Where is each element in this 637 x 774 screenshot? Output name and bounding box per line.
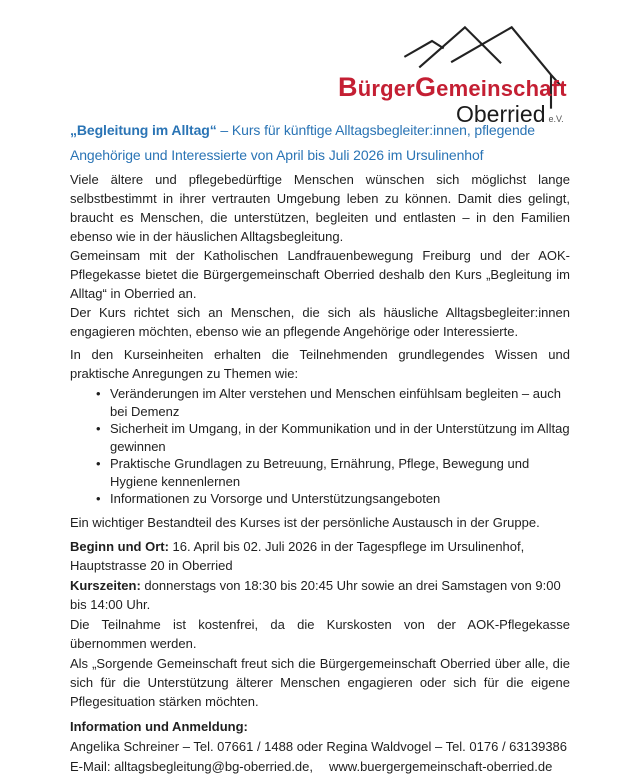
list-item: • Veränderungen im Alter verstehen und Menschen einfühlsam begleiten – auch bei Demenz — [110, 385, 570, 420]
beginn-text: 16. April bis 02. Juli 2026 in der Tagespflege im Ursulinenhof, Hauptstrasse 20 in Oberried — [70, 538, 525, 573]
contact-email: alltagsbegleitung@bg-oberried.de, — [114, 758, 314, 774]
brand-suffix: e.V. — [548, 114, 564, 124]
org-logo — [338, 22, 593, 127]
audience-paragraph: Der Kurs richtet sich an Menschen, die sich als häusliche Alltagsbegleiter:innen engagieren möchten, ebenso wie an pflegende Angehörige oder Interessierte. — [70, 305, 570, 339]
list-item: • Informationen zu Vorsorge und Unterstützungsangeboten — [110, 490, 570, 508]
intro-paragraph: Viele ältere und pflegebedürftige Menschen wünschen sich möglichst lange selbstbestimmt in ihrer vertrauten Umgebung leben zu können. Damit dies gelingt, braucht es Menschen, die unterstützen, begleiten und entlasten – in den Familien ebenso wie in der häuslichen Alltagsbegleitung. — [70, 172, 570, 244]
contact-website: www.buergergemeinschaft-oberried.de — [329, 758, 553, 774]
brand-place — [456, 101, 564, 128]
brand-part-urger: ürger — [357, 76, 415, 101]
topics-intro-paragraph: In den Kurseinheiten erhalten die Teilnehmenden grundlegendes Wissen und praktische Anregungen zu Themen wie: — [70, 347, 570, 381]
email-label: E-Mail: — [70, 758, 115, 774]
title-emphasis: „Begleitung im Alltag“ — [70, 122, 217, 138]
beginn-label: Beginn und Ort: — [70, 538, 169, 554]
kurszeiten-text: donnerstags von 18:30 bis 20:45 Uhr sowie an drei Samstagen von 9:00 bis 14:00 Uhr. — [70, 577, 561, 612]
brand-part-emeinschaft: emeinschaft — [436, 76, 567, 101]
list-item: • Praktische Grundlagen zu Betreuung, Ernährung, Pflege, Bewegung und Hygiene kennenlernen — [110, 455, 570, 490]
brand-wordmark — [338, 72, 567, 103]
kurszeiten-label: Kurszeiten: — [70, 577, 141, 593]
community-paragraph: Als „Sorgende Gemeinschaft freut sich die Bürgergemeinschaft Oberried über alle, die sich für die Unterstützung älterer Menschen engagieren oder sich für die eigene Pflegesituation stärken möchten. — [70, 655, 570, 709]
contact-persons: Angelika Schreiner – Tel. 07661 / 1488 oder Regina Waldvogel – Tel. 0176 / 63139386 — [70, 738, 568, 754]
contact-heading: Information und Anmeldung: — [70, 718, 248, 734]
contact-links — [70, 757, 570, 774]
brand-place-text: Oberried — [456, 101, 546, 127]
course-topics-list — [70, 385, 570, 508]
cost-paragraph: Die Teilnahme ist kostenfrei, da die Kurskosten von der AOK-Pflegekasse übernommen werden. — [70, 616, 570, 651]
beginn-und-ort — [70, 537, 570, 575]
kurszeiten — [70, 576, 570, 614]
exchange-paragraph: Ein wichtiger Bestandteil des Kurses ist der persönliche Austausch in der Gruppe. — [70, 514, 540, 530]
brand-initial-b: B — [338, 72, 358, 102]
contact-section — [70, 717, 570, 774]
list-item: • Sicherheit im Umgang, in der Kommunikation und in der Unterstützung im Alltag gewinnen — [110, 420, 570, 455]
brand-initial-g: G — [414, 72, 437, 102]
title-rest: – Kurs für künftige Alltagsbegleiter:innen, pflegende Angehörige und Interessierte von April bis Juli 2026 im Ursulinenhof — [70, 122, 535, 163]
partners-paragraph: Gemeinsam mit der Katholischen Landfrauenbewegung Freiburg und der AOK-Pflegekasse bietet die Bürgergemeinschaft Oberried deshalb den Kurs „Begleitung im Alltag“ in Oberried an. — [70, 248, 570, 301]
